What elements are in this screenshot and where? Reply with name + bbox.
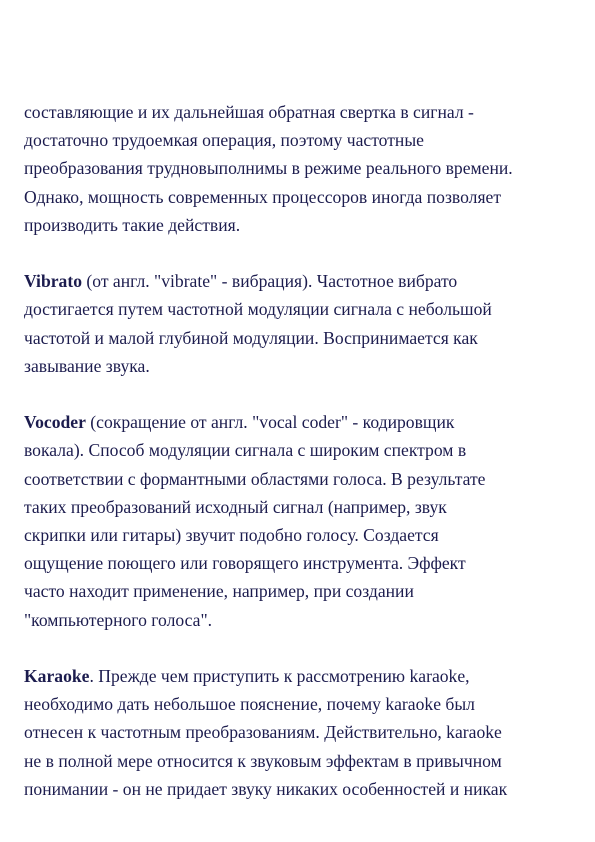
text-line [24, 295, 584, 323]
paragraph [24, 98, 584, 239]
text-line [24, 154, 584, 182]
line-text: "компьютерного голоса". [24, 609, 213, 630]
paragraph [24, 662, 584, 803]
paragraph [24, 267, 584, 380]
text-line [24, 690, 584, 718]
text-line [24, 718, 584, 746]
text-line [24, 267, 584, 295]
text-line [24, 606, 584, 634]
line-text: скрипки или гитары) звучит подобно голосу. Создается [24, 525, 439, 546]
line-text: . Прежде чем приступить к рассмотрению karaoke, [89, 666, 470, 687]
body-text [24, 98, 584, 831]
text-line [24, 183, 584, 211]
line-text: таких преобразований исходный сигнал (например, звук [24, 496, 447, 517]
line-text: часто находит применение, например, при создании [24, 581, 414, 602]
term-heading: Vibrato [24, 271, 82, 292]
text-line [24, 577, 584, 605]
text-line [24, 126, 584, 154]
text-line [24, 465, 584, 493]
line-text: соответствии с формантными областями голоса. В результате [24, 468, 486, 489]
line-text: отнесен к частотным преобразованиям. Действительно, karaoke [24, 722, 502, 743]
term-heading: Vocoder [24, 412, 86, 433]
text-line [24, 98, 584, 126]
line-text: ощущение поющего или говорящего инструмента. Эффект [24, 553, 466, 574]
line-text: (сокращение от англ. "vocal coder" - кодировщик [85, 412, 455, 433]
line-text: (от англ. "vibrate" - вибрация). Частотное вибрато [82, 271, 458, 292]
line-text: частотой и малой глубиной модуляции. Воспринимается как [24, 327, 478, 348]
line-text: необходимо дать небольшое пояснение, почему karaoke был [24, 694, 475, 715]
text-line [24, 324, 584, 352]
text-line [24, 352, 584, 380]
line-text: достаточно трудоемкая операция, поэтому частотные [24, 130, 424, 151]
line-text: вокала). Способ модуляции сигнала с широким спектром в [24, 440, 467, 461]
text-line [24, 549, 584, 577]
line-text: Однако, мощность современных процессоров иногда позволяет [24, 186, 502, 207]
text-line [24, 747, 584, 775]
text-line [24, 662, 584, 690]
line-text: завывание звука. [24, 355, 150, 376]
text-line [24, 211, 584, 239]
line-text: понимании - он не придает звуку никаких особенностей и никак [24, 778, 508, 799]
line-text: достигается путем частотной модуляции сигнала с небольшой [24, 299, 492, 320]
text-line [24, 493, 584, 521]
line-text: составляющие и их дальнейшая обратная свертка в сигнал - [24, 102, 474, 122]
text-line [24, 775, 584, 803]
term-heading: Karaoke [24, 666, 90, 687]
text-line [24, 521, 584, 549]
text-line [24, 436, 584, 464]
line-text: производить такие действия. [24, 214, 241, 235]
paragraph [24, 408, 584, 634]
text-line [24, 408, 584, 436]
line-text: преобразования трудновыполнимы в режиме реального времени. [24, 158, 513, 179]
line-text: не в полной мере относится к звуковым эффектам в привычном [24, 750, 502, 771]
